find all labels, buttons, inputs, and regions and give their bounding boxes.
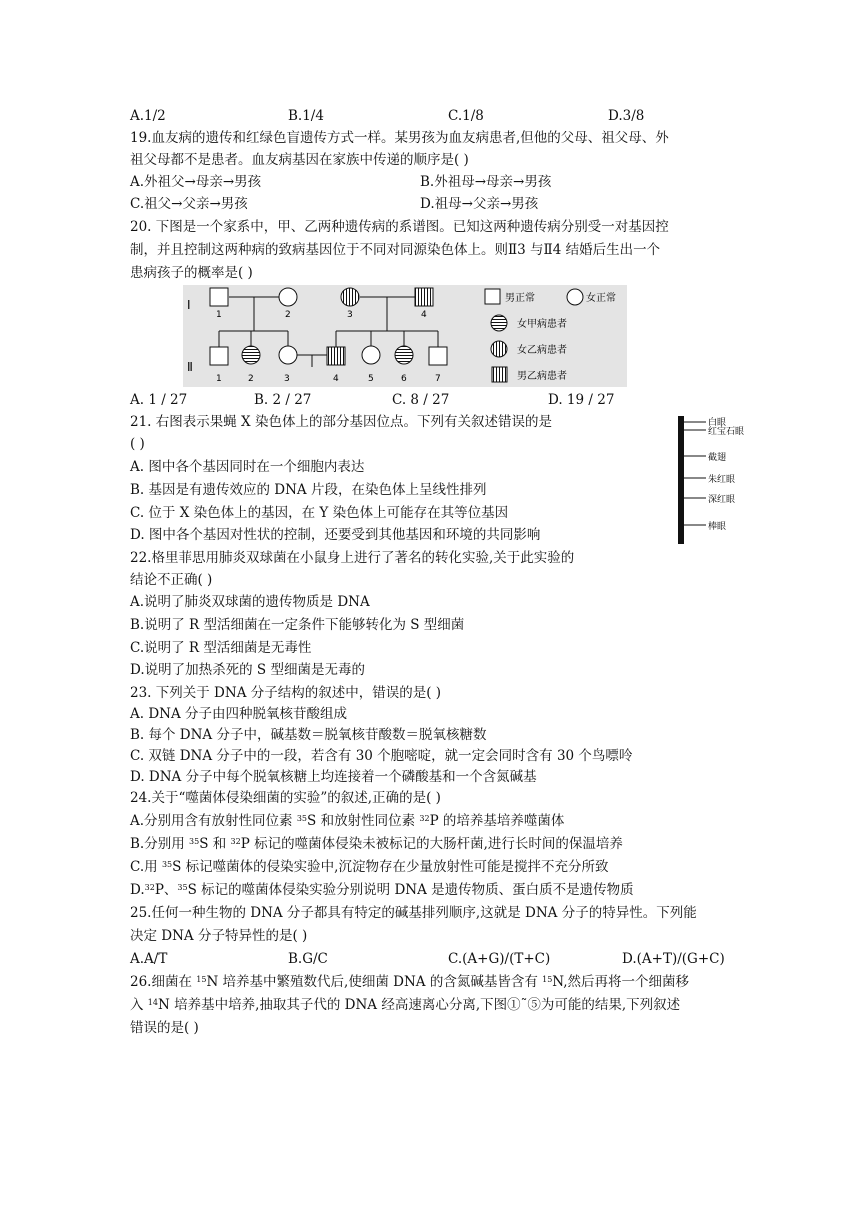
- pedigree-i3-female-b: [341, 288, 359, 306]
- q26-stem-line2: 入 $^{14}$N 培养基中培养,抽取其子代的 DNA 经高速离心分离,下图①˜⑤为可能的结果,下列叙述: [130, 997, 681, 1013]
- q24-option-b: B.分别用 $^{35}$S 和 $^{32}$P 标记的噬菌体侵染未被标记的大肠杆菌,进行长时间的保温培养: [130, 836, 623, 852]
- gen2-number-6: 6: [401, 374, 407, 384]
- q25-option-b: B.G/C: [288, 951, 328, 967]
- q18-option-d: D.3/8: [608, 108, 645, 124]
- gen1-number-4: 4: [421, 310, 427, 320]
- gen-label-2: Ⅱ: [187, 360, 193, 374]
- q19-option-a: A.外祖父→母亲→男孩: [130, 174, 262, 190]
- gene-ruby-eye: 红宝石眼: [708, 427, 745, 437]
- q23-option-d: D. DNA 分子中每个脱氧核糖上均连接着一个磷酸基和一个含氮碱基: [130, 769, 537, 785]
- q20-option-c: C. 8 / 27: [392, 392, 450, 408]
- gen2-number-4: 4: [333, 374, 339, 384]
- gen2-number-3: 3: [284, 374, 290, 384]
- q21-option-c: C. 位于 X 染色体上的基因，在 Y 染色体上可能存在其等位基因: [130, 505, 509, 521]
- q24-option-a: A.分别用含有放射性同位素 $^{35}$S 和放射性同位素 $^{32}$P 的培养基培养噬菌体: [130, 813, 565, 829]
- q18-option-a: A.1/2: [130, 108, 166, 124]
- q22-option-b: B.说明了 R 型活细菌在一定条件下能够转化为 S 型细菌: [130, 617, 465, 633]
- legend-male-normal-symbol: [485, 289, 500, 304]
- q19-option-b: B.外祖母→母亲→男孩: [420, 174, 552, 190]
- q20-option-b: B. 2 / 27: [254, 392, 312, 408]
- q21-option-b: B. 基因是有遗传效应的 DNA 片段，在染色体上呈线性排列: [130, 482, 487, 498]
- legend-male-b: 男乙病患者: [517, 371, 567, 382]
- x-chromosome-bar: [678, 416, 684, 544]
- gen2-number-5: 5: [368, 374, 374, 384]
- legend-male-normal: 男正常: [505, 293, 535, 304]
- pedigree-ii4-male-b: [327, 347, 345, 365]
- pedigree-ii7-male-normal: [429, 347, 447, 365]
- pedigree-ii3-female-normal: [279, 346, 297, 364]
- pedigree-ii2-female-a: [242, 346, 260, 364]
- legend-female-normal-symbol: [567, 289, 583, 305]
- q19-stem-line2: 祖父母都不是患者。血友病基因在家族中传递的顺序是( ): [130, 152, 469, 168]
- q25-option-c: C.(A+G)/(T+C): [448, 951, 551, 967]
- x-chromosome-figure: [678, 414, 788, 548]
- q26-stem-line3: 错误的是( ): [130, 1020, 199, 1036]
- gene-carmine-eye: 深红眼: [708, 495, 736, 505]
- q25-option-a: A.A/T: [130, 951, 168, 967]
- legend-female-a: 女甲病患者: [517, 319, 567, 330]
- q20-stem-line2: 制，并且控制这两种病的致病基因位于不同对同源染色体上。则Ⅱ3 与Ⅱ4 结婚后生出一个: [130, 242, 661, 258]
- q22-option-a: A.说明了肺炎双球菌的遗传物质是 DNA: [130, 594, 370, 610]
- q25-option-d: D.(A+T)/(G+C): [622, 951, 725, 967]
- q25-stem-line2: 决定 DNA 分子特异性的是( ): [130, 928, 308, 944]
- q19-option-c: C.祖父→父亲→男孩: [130, 196, 248, 212]
- q23-stem: 23. 下列关于 DNA 分子结构的叙述中，错误的是( ): [130, 685, 442, 701]
- pedigree-ii6-female-a: [395, 346, 413, 364]
- gen1-number-1: 1: [216, 310, 222, 320]
- gen1-number-2: 2: [285, 310, 291, 320]
- q23-option-c: C. 双链 DNA 分子中的一段，若含有 30 个胞嘧啶，就一定会同时含有 30 个鸟嘌呤: [130, 748, 633, 764]
- q24-option-d: D.$^{32}$P、$^{35}$S 标记的噬菌体侵染实验分别说明 DNA 是遗传物质、蛋白质不是遗传物质: [130, 882, 634, 898]
- q20-option-d: D. 19 / 27: [548, 392, 615, 408]
- q21-option-d: D. 图中各个基因对性状的控制，还要受到其他基因和环境的共同影响: [130, 527, 541, 543]
- q18-option-b: B.1/4: [288, 108, 324, 124]
- q22-stem-line2: 结论不正确( ): [130, 572, 213, 588]
- legend-female-b: 女乙病患者: [517, 345, 567, 356]
- pedigree-chart: [183, 285, 627, 387]
- q21-stem-line1: 21. 右图表示果蝇 X 染色体上的部分基因位点。下列有关叙述错误的是: [130, 414, 552, 430]
- pedigree-ii5-female-normal: [362, 346, 380, 364]
- legend-female-a-symbol: [491, 315, 507, 331]
- q21-stem-line2: ( ): [130, 436, 145, 452]
- q19-option-d: D.祖母→父亲→男孩: [420, 196, 539, 212]
- gene-white-eye: 白眼: [708, 418, 727, 428]
- legend-male-b-symbol: [492, 367, 507, 382]
- gen2-number-2: 2: [248, 374, 254, 384]
- q18-option-c: C.1/8: [448, 108, 484, 124]
- q22-option-d: D.说明了加热杀死的 S 型细菌是无毒的: [130, 662, 365, 678]
- q20-option-a: A. 1 / 27: [130, 392, 188, 408]
- gene-vermilion-eye: 朱红眼: [708, 475, 736, 485]
- gen2-number-1: 1: [216, 374, 222, 384]
- pedigree-i4-male-b: [415, 288, 433, 306]
- gen-label-1: Ⅰ: [187, 298, 191, 312]
- q20-stem-line3: 患病孩子的概率是( ): [130, 265, 253, 281]
- q24-option-c: C.用 $^{35}$S 标记噬菌体的侵染实验中,沉淀物存在少量放射性可能是搅拌不充分所致: [130, 859, 609, 875]
- q23-option-b: B. 每个 DNA 分子中，碱基数＝脱氧核苷酸数＝脱氧核糖数: [130, 727, 487, 743]
- x-chromosome-svg: [678, 414, 788, 548]
- q21-option-a: A. 图中各个基因同时在一个细胞内表达: [130, 459, 365, 475]
- legend-female-b-symbol: [491, 341, 507, 357]
- gen1-number-3: 3: [347, 310, 353, 320]
- q22-stem-line1: 22.格里菲思用肺炎双球菌在小鼠身上进行了著名的转化实验,关于此实验的: [130, 550, 575, 566]
- q25-stem-line1: 25.任何一种生物的 DNA 分子都具有特定的碱基排列顺序,这就是 DNA 分子的特异性。下列能: [130, 905, 697, 921]
- pedigree-i2-female-normal: [279, 288, 297, 306]
- gene-cut-wing: 截翅: [708, 453, 727, 463]
- q22-option-c: C.说明了 R 型活细菌是无毒性: [130, 640, 312, 656]
- pedigree-i1-male-normal: [210, 288, 228, 306]
- q20-stem-line1: 20. 下图是一个家系中，甲、乙两种遗传病的系谱图。已知这两种遗传病分别受一对基因控: [130, 219, 669, 235]
- q24-stem: 24.关于“噬菌体侵染细菌的实验”的叙述,正确的是( ): [130, 790, 441, 806]
- gene-bar-eye: 棒眼: [708, 522, 727, 532]
- gen2-number-7: 7: [435, 374, 441, 384]
- pedigree-svg: [183, 285, 627, 387]
- q26-stem-line1: 26.细菌在 $^{15}$N 培养基中繁殖数代后,使细菌 DNA 的含氮碱基皆含有 $^{15}$N,然后再将一个细菌移: [130, 974, 690, 990]
- q19-stem-line1: 19.血友病的遗传和红绿色盲遗传方式一样。某男孩为血友病患者,但他的父母、祖父母、外: [130, 130, 669, 146]
- q23-option-a: A. DNA 分子由四种脱氧核苷酸组成: [130, 706, 348, 722]
- legend-female-normal: 女正常: [586, 293, 616, 304]
- pedigree-ii1-male-normal: [210, 347, 228, 365]
